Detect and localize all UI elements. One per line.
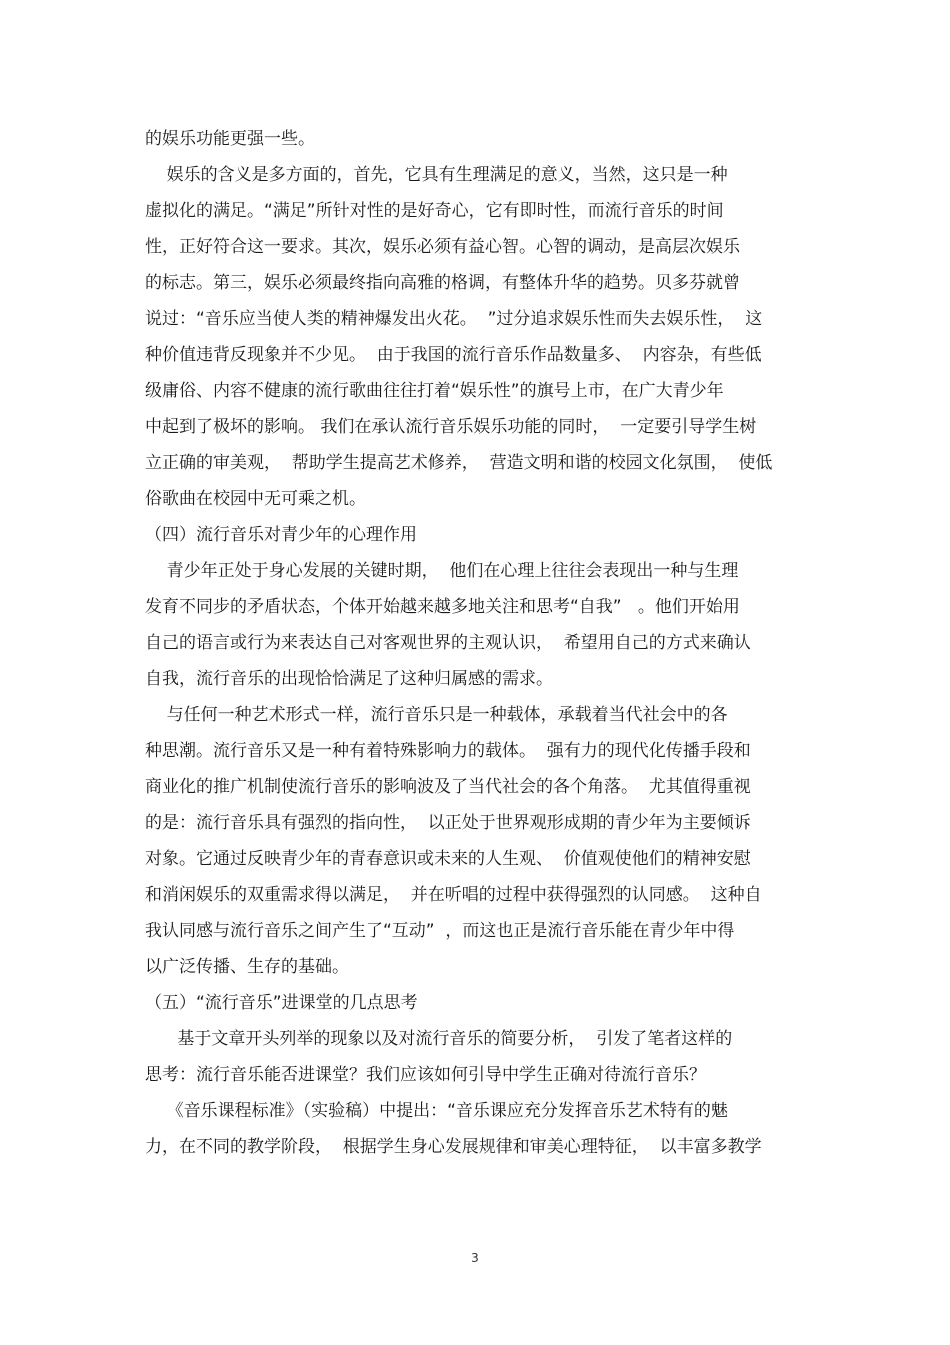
text-line: 虚拟化的满足。“满足”所针对性的是好奇心，它有即时性，而流行音乐的时间 <box>145 201 724 221</box>
text-line: 的是：流行音乐具有强烈的指向性， 以正处于世界观形成期的青少年为主要倾诉 <box>145 813 751 833</box>
text-line: 种价值违背反现象并不少见。 由于我国的流行音乐作品数量多、 内容杂，有些低 <box>145 345 762 365</box>
page-number: 3 <box>471 1251 479 1265</box>
text-line: 俗歌曲在校园中无可乘之机。 <box>145 489 366 509</box>
text-line: 级庸俗、内容不健康的流行歌曲往往打着“娱乐性”的旗号上市，在广大青少年 <box>145 381 724 401</box>
text-line: 对象。它通过反映青少年的青春意识或未来的人生观、 价值观使他们的精神安慰 <box>145 849 751 869</box>
text-line: 立正确的审美观， 帮助学生提高艺术修养， 营造文明和谐的校园文化氛围， 使低 <box>145 453 773 473</box>
text-line: 商业化的推广机制使流行音乐的影响波及了当代社会的各个角落。 尤其值得重视 <box>145 777 751 797</box>
text-line: 基于文章开头列举的现象以及对流行音乐的简要分析， 引发了笔者这样的 <box>145 1029 733 1049</box>
text-line: 的娱乐功能更强一些。 <box>145 129 315 149</box>
text-line: 我认同感与流行音乐之间产生了“互动” ，而这也正是流行音乐能在青少年中得 <box>145 921 735 941</box>
text-line: 思考：流行音乐能否进课堂？我们应该如何引导中学生正确对待流行音乐？ <box>145 1065 706 1085</box>
section-heading-4: （四）流行音乐对青少年的心理作用 <box>145 525 417 545</box>
text-line: 自我，流行音乐的出现恰恰满足了这种归属感的需求。 <box>145 669 553 689</box>
text-line: 说过：“音乐应当使人类的精神爆发出火花。 ”过分追求娱乐性而失去娱乐性， 这 <box>145 309 763 329</box>
text-line: 发育不同步的矛盾状态，个体开始越来越多地关注和思考“自我” 。他们开始用 <box>145 597 740 617</box>
text-line: 与任何一种艺术形式一样，流行音乐只是一种载体，承载着当代社会中的各 <box>145 705 728 725</box>
text-line: 以广泛传播、生存的基础。 <box>145 957 349 977</box>
text-line: 自己的语言或行为来表达自己对客观世界的主观认识， 希望用自己的方式来确认 <box>145 633 751 653</box>
text-line: 中起到了极坏的影响。 我们在承认流行音乐娱乐功能的同时， 一定要引导学生树 <box>145 417 757 437</box>
text-line: 青少年正处于身心发展的关键时期， 他们在心理上往往会表现出一种与生理 <box>145 561 739 581</box>
text-line: 种思潮。流行音乐又是一种有着特殊影响力的载体。 强有力的现代化传播手段和 <box>145 741 751 761</box>
text-line: 性，正好符合这一要求。其次，娱乐必须有益心智。心智的调动，是高层次娱乐 <box>145 237 740 257</box>
text-line: 和消闲娱乐的双重需求得以满足， 并在听唱的过程中获得强烈的认同感。 这种自 <box>145 885 762 905</box>
text-line: 力，在不同的教学阶段， 根据学生身心发展规律和审美心理特征， 以丰富多教学 <box>145 1137 762 1157</box>
section-heading-5: （五）“流行音乐”进课堂的几点思考 <box>145 993 418 1013</box>
text-line: 的标志。第三，娱乐必须最终指向高雅的格调，有整体升华的趋势。贝多芬就曾 <box>145 273 740 293</box>
text-line: 《音乐课程标准》（实验稿）中提出：“音乐课应充分发挥音乐艺术特有的魅 <box>145 1101 728 1121</box>
text-line: 娱乐的含义是多方面的，首先，它具有生理满足的意义，当然，这只是一种 <box>145 165 728 185</box>
